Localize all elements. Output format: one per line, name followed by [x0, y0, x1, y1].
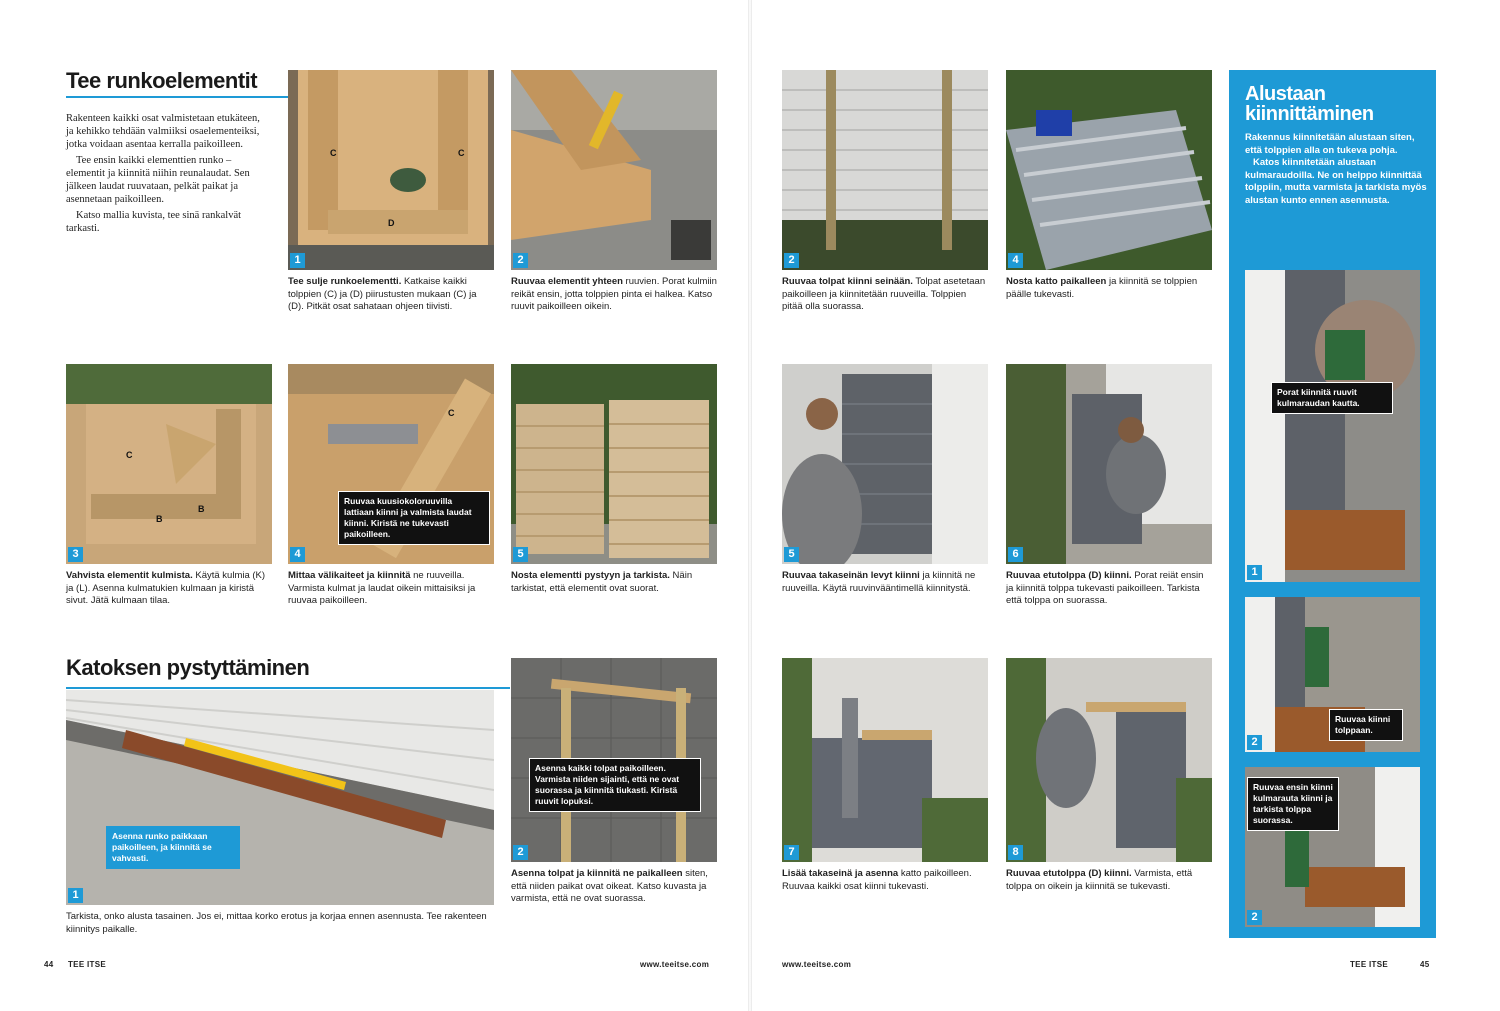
step-number: 4 [290, 547, 305, 562]
step-number: 3 [68, 547, 83, 562]
photo-callout: Porat kiinnitä ruuvit kulmaraudan kautta. [1271, 382, 1393, 414]
photo-frame-assembly [288, 70, 494, 270]
photo-image [511, 364, 717, 564]
photo-roof-panel [1006, 70, 1212, 270]
step-caption [1006, 570, 1212, 608]
part-letter: B [156, 514, 163, 524]
step-caption [1006, 276, 1212, 301]
part-letter: C [330, 148, 337, 158]
caption-lead: Ruuvaa takaseinän levyt kiinni [782, 570, 920, 581]
caption-lead: Mittaa välikaiteet ja kiinnitä [288, 570, 411, 581]
caption-lead: Asenna tolpat ja kiinnitä ne paikalleen [511, 868, 683, 879]
caption-text: Käytä kulmia (K) ja (L). Asenna kulmatukien kulmaan ja kiristä sivut. Jätä kulmaan tilaa. [66, 570, 266, 606]
photo-callout: Asenna runko paikkaan paikoilleen, ja kiinnitä se vahvasti. [106, 826, 240, 869]
website-right: www.teeitse.com [782, 960, 852, 969]
magazine-name-right: TEE ITSE [1350, 960, 1388, 969]
photo-back-wall [782, 364, 988, 564]
caption-text: Varmista, että tolppa on oikein ja kiinnitä se tukevasti. [1006, 868, 1193, 892]
step-number: 2 [513, 845, 528, 860]
step-number: 1 [1247, 565, 1262, 580]
caption-text: ja kiinnitä se tolppien päälle tukevasti. [1006, 276, 1198, 300]
sidebar-paragraph: Katos kiinnitetään alustaan kulmaraudoilla. Ne on helppo kiinnittää tolppiin, mutta varmista ja tarkista myös alustan kunto ennen asennusta. [1245, 157, 1427, 206]
photo-panels [511, 364, 717, 564]
caption-lead: Lisää takaseinä ja asenna [782, 868, 899, 879]
step-number: 1 [68, 888, 83, 903]
photo-image [66, 364, 272, 564]
photo-corner-joint [511, 70, 717, 270]
step-caption [782, 570, 988, 595]
caption-text: Porat reiät ensin ja kiinnitä tolppa tukevasti paikoilleen. Tarkista että tolppa on suorassa. [1006, 570, 1204, 606]
caption-text: katto paikoilleen. Ruuvaa kaikki osat kiinni tukevasti. [782, 868, 972, 892]
step-number: 6 [1008, 547, 1023, 562]
step-caption [511, 276, 717, 314]
caption-text: ruuvien. Porat kulmiin reikät ensin, jotta tolppien pinta ei halkea. Katso ruuvit paikoilleen oikein. [511, 276, 717, 312]
step-caption [1006, 868, 1212, 893]
part-letter: D [388, 218, 395, 228]
part-letter: C [458, 148, 465, 158]
photo-install-roof [782, 658, 988, 862]
step-caption [288, 276, 494, 314]
section-title-frame: Tee runkoelementit [66, 68, 258, 93]
step-number: 2 [513, 253, 528, 268]
step-number: 1 [290, 253, 305, 268]
caption-text: ne ruuveilla. Varmista kulmat ja laudat oikein mittaisiksi ja ruuvaa paikoilleen. [288, 570, 476, 606]
photo-image [1006, 658, 1212, 862]
intro-paragraph: Tee ensin kaikki elementtien runko – elementit ja kiinnitä niihin reunalaudat. Sen jälkeen laudat ruuvataan, pelkät paikat ja asennetaan paikoilleen. [66, 155, 250, 205]
photo-front-post-2 [1006, 658, 1212, 862]
sidebar-title: Alustaan kiinnittäminen [1245, 83, 1374, 125]
photo-image [288, 70, 494, 270]
sidebar-box [1229, 70, 1436, 938]
step-number: 2 [784, 253, 799, 268]
step-caption [511, 570, 717, 595]
photo-image [66, 690, 494, 905]
step-caption [782, 276, 988, 314]
photo-callout: Ruuvaa ensin kiinni kulmarauta kiinni ja tarkista tolppa suorassa. [1247, 777, 1339, 831]
caption-text: Katkaise kaikki tolppien (C) ja (D) piirustusten mukaan (C) ja (D). Pitkät osat sahataan ohjeen tiivisti. [288, 276, 477, 312]
step-number: 2 [1247, 910, 1262, 925]
intro-paragraph: Rakenteen kaikki osat valmistetaan etukäteen, ja kehikko tehdään valmiiksi osaelementeiksi, jotka voidaan asentaa kerralla paikoilleen. [66, 113, 260, 150]
caption-text: Näin tarkistat, että elementit ovat suorat. [511, 570, 693, 594]
photo-image [782, 70, 988, 270]
photo-level-beam [66, 690, 494, 905]
intro-paragraph: Katso mallia kuvista, tee sinä rankalvät tarkasti. [66, 210, 242, 234]
caption-text: ja kiinnitä ne ruuveilla. Käytä ruuvinvääntimellä kiinnitystä. [782, 570, 976, 594]
photo-image [782, 364, 988, 564]
step-number: 5 [784, 547, 799, 562]
sidebar-photo-3 [1245, 767, 1420, 927]
caption-lead: Nosta elementti pystyyn ja tarkista. [511, 570, 670, 581]
step-caption [288, 570, 494, 608]
caption-text: Tolpat asetetaan paikoilleen ja kiinnitetään ruuveilla. Tolppien pitää olla suorassa. [782, 276, 986, 312]
caption-lead: Ruuvaa elementit yhteen [511, 276, 623, 287]
photo-image [1006, 70, 1212, 270]
photo-image [1006, 364, 1212, 564]
photo-image [511, 70, 717, 270]
step-caption [782, 868, 988, 893]
caption-lead: Vahvista elementit kulmista. [66, 570, 193, 581]
caption-lead: Tee sulje runkoelementti. [288, 276, 402, 287]
section-rule [66, 687, 510, 689]
part-letter: B [198, 504, 205, 514]
sidebar-text [1245, 132, 1427, 207]
photo-image [782, 658, 988, 862]
website-left: www.teeitse.com [640, 960, 710, 969]
page-spine [748, 0, 752, 1011]
intro-text [66, 112, 266, 238]
step-number: 5 [513, 547, 528, 562]
photo-front-post [1006, 364, 1212, 564]
part-letter: C [126, 450, 133, 460]
photo-corner-brace [66, 364, 272, 564]
page-number-left: 44 [44, 960, 54, 969]
page-number-right: 45 [1420, 960, 1430, 969]
photo-image [1245, 270, 1420, 582]
step-number: 2 [1247, 735, 1262, 750]
photo-posts-wall [782, 70, 988, 270]
photo-callout: Asenna kaikki tolpat paikoilleen. Varmista niiden sijainti, että ne ovat suorassa ja kiinnitä tiukasti. Kiristä ruuvit lopuksi. [529, 758, 701, 812]
step-caption [66, 570, 272, 608]
photo-callout: Ruuvaa kuusiokoloruuvilla lattiaan kiinni ja valmista laudat kiinni. Kiristä ne tukevasti paikoilleen. [338, 491, 490, 545]
sidebar-paragraph: Rakennus kiinnitetään alustaan siten, että tolppien alla on tukeva pohja. [1245, 132, 1415, 156]
photo-callout: Ruuvaa kiinni tolppaan. [1329, 709, 1403, 741]
caption-lead: Ruuvaa etutolppa (D) kiinni. [1006, 570, 1132, 581]
step-caption [511, 868, 717, 906]
step-number: 7 [784, 845, 799, 860]
section-rule [66, 96, 288, 98]
magazine-name-left: TEE ITSE [68, 960, 106, 969]
caption-lead: Nosta katto paikalleen [1006, 276, 1107, 287]
caption-text: siten, että niiden paikat ovat oikeat. Katso kuvasta ja varmista, että ne ovat suorassa. [511, 868, 708, 904]
caption-lead: Ruuvaa etutolppa (D) kiinni. [1006, 868, 1132, 879]
caption-lead: Ruuvaa tolpat kiinni seinään. [782, 276, 913, 287]
step-number: 8 [1008, 845, 1023, 860]
photo-post-frame [511, 658, 717, 862]
photo-screw-brace [288, 364, 494, 564]
sidebar-photo-1 [1245, 270, 1420, 582]
step-number: 4 [1008, 253, 1023, 268]
section-title-erect: Katoksen pystyttäminen [66, 655, 310, 680]
sidebar-photo-2 [1245, 597, 1420, 752]
part-letter: C [448, 408, 455, 418]
step-caption: Tarkista, onko alusta tasainen. Jos ei, mittaa korko erotus ja korjaa ennen asennusta. Tee rakenteen kiinnitys paikalle. [66, 911, 487, 935]
